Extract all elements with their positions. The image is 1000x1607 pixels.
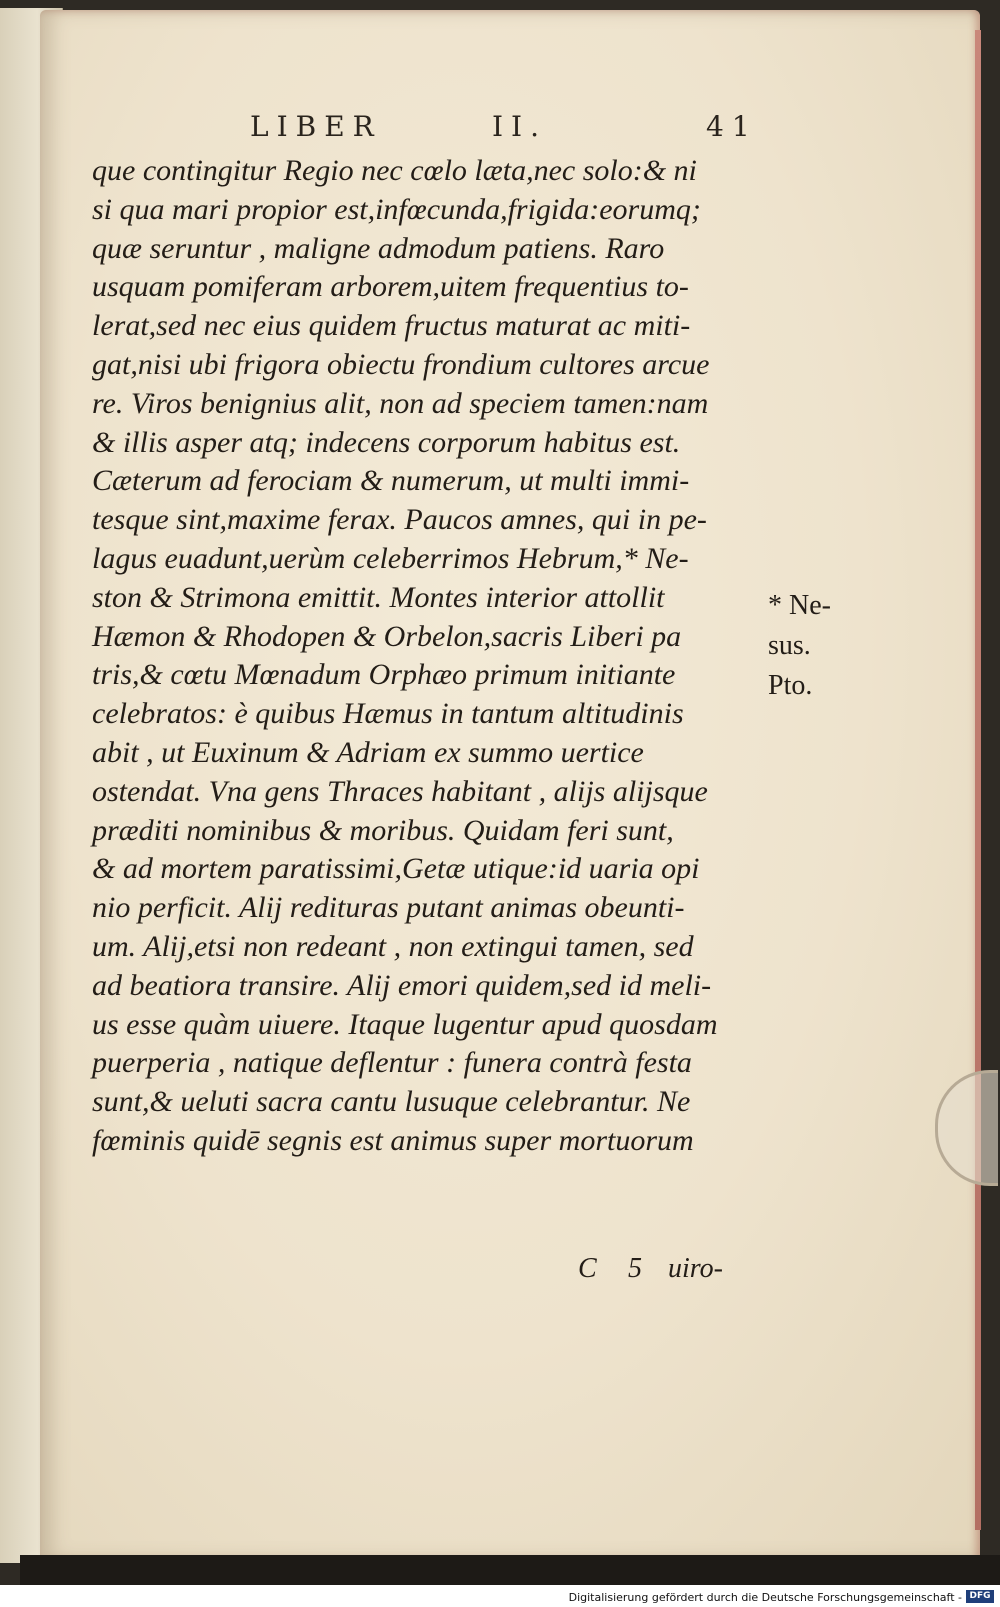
text-line: que contingitur Regio nec cœlo læta,nec solo:& ni: [92, 154, 697, 187]
signature-line: [578, 1253, 758, 1289]
text-line: us esse quàm uiuere. Itaque lugentur apud quosdam: [92, 1007, 718, 1041]
text-line: & ad mortem paratissimi,Getæ utique:id uaria opi: [92, 852, 700, 886]
text-line: Hæmon & Rhodopen & Orbelon,sacris Liberi pa: [92, 619, 682, 653]
text-line: præditi nominibus & moribus. Quidam feri sunt,: [92, 813, 674, 847]
text-line: lerat,sed nec eius quidem fructus maturat ac miti-: [92, 309, 691, 343]
text-line: puerperia , natique deflentur : funera contrà festa: [92, 1046, 692, 1080]
text-line: celebratos: è quibus Hæmus in tantum altitudinis: [92, 697, 684, 731]
text-line: ad beatiora transire. Alij emori quidem,sed id meli-: [92, 968, 712, 1002]
margin-note-line: * Ne-: [768, 590, 831, 621]
text-line: abit , ut Euxinum & Adriam ex summo uertice: [92, 735, 644, 769]
text-line: re. Viros benignius alit, non ad speciem tamen:nam: [92, 386, 709, 420]
footer-bar: [0, 1585, 1000, 1607]
text-line: & illis asper atq; indecens corporum habitus est.: [92, 425, 681, 459]
text-line: nio perficit. Alij redituras putant animas obeunti-: [92, 891, 685, 925]
margin-note-line: Pto.: [768, 670, 813, 701]
page-bottom-edge: [20, 1555, 1000, 1585]
main-text: [92, 152, 760, 1161]
text-line: sunt,& ueluti sacra cantu lusuque celebrantur. Ne: [92, 1085, 691, 1119]
page-edge-red: [975, 30, 981, 1530]
text-line: um. Alij,etsi non redeant , non extingui tamen, sed: [92, 929, 694, 963]
text-line: ostendat. Vna gens Thraces habitant , alijs alijsque: [92, 774, 708, 808]
funding-credit: Digitalisierung gefördert durch die Deutsche Forschungsgemeinschaft -: [568, 1591, 962, 1604]
text-line: tesque sint,maxime ferax. Paucos amnes, qui in pe-: [92, 503, 707, 537]
text-line: quæ seruntur , maligne admodum patiens. Raro: [92, 231, 665, 265]
dfg-logo: DFG: [966, 1590, 994, 1603]
margin-note-line: sus.: [768, 630, 811, 661]
text-line: ston & Strimona emittit. Montes interior attollit: [92, 580, 665, 614]
text-line: usquam pomiferam arborem,uitem frequentius to-: [92, 270, 689, 304]
running-header: [250, 110, 770, 144]
text-line: lagus euadunt,uerùm celeberrimos Hebrum,* Ne-: [92, 541, 689, 575]
text-line: Cæterum ad ferociam & numerum, ut multi immi-: [92, 464, 690, 498]
text-line: gat,nisi ubi frigora obiectu frondium cultores arcue: [92, 347, 710, 381]
header-liber: LIBER: [250, 110, 382, 143]
signature-mark: C: [578, 1253, 597, 1284]
text-line: si qua mari propior est,infœcunda,frigida:eorumq;: [92, 192, 701, 226]
marginal-note: [768, 586, 858, 706]
signature-number: 5: [628, 1253, 642, 1284]
page-number: 41: [706, 110, 758, 143]
catchword: uiro-: [668, 1253, 723, 1284]
text-line: fœminis quidē segnis est animus super mortuorum: [92, 1123, 694, 1157]
header-book-number: II.: [492, 110, 548, 143]
text-line: tris,& cœtu Mœnadum Orphæo primum initiante: [92, 658, 676, 692]
